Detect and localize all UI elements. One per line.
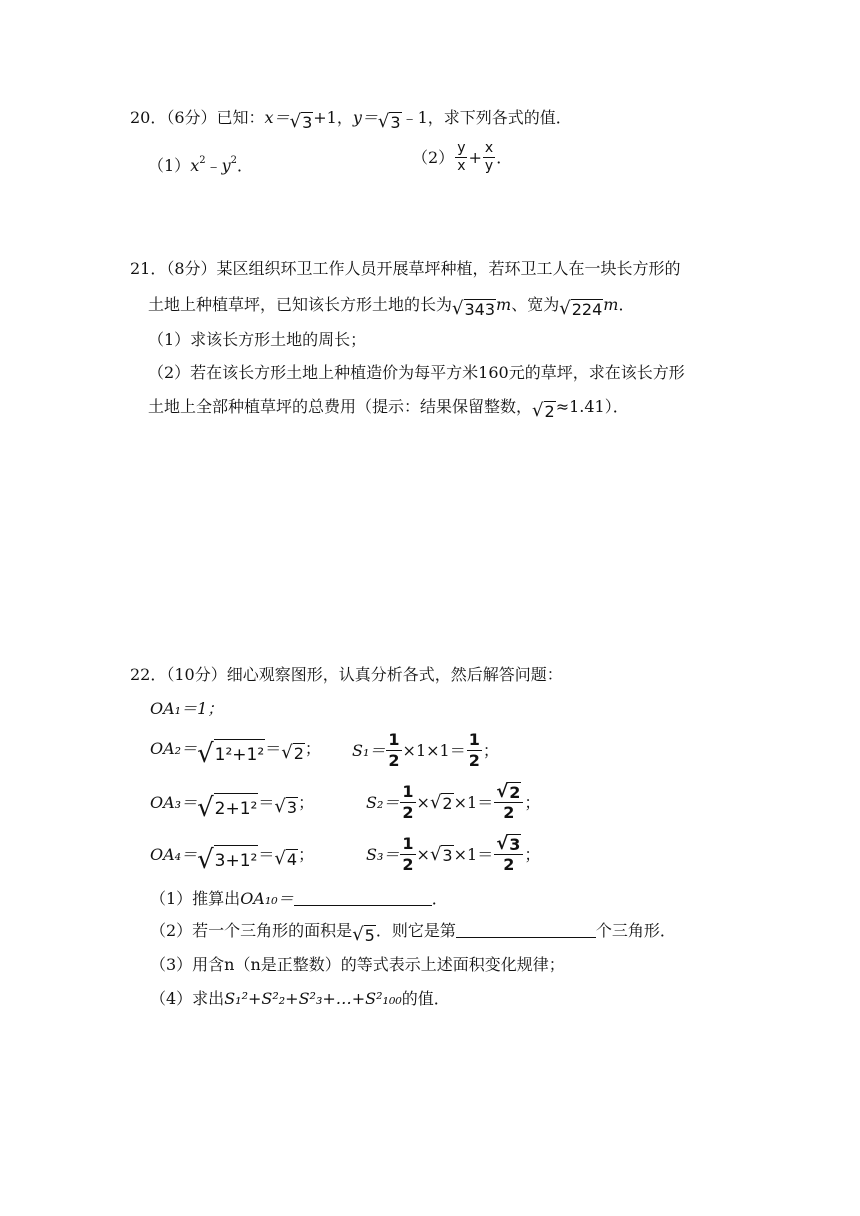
q22-part2-end: 个三角形． <box>595 921 676 940</box>
q22-s2-mid: ×1＝ <box>453 792 494 812</box>
q21-line2 <box>148 294 634 319</box>
q22-head: 22．（10分）细心观察图形，认真分析各式，然后解答问题： <box>130 665 563 684</box>
q22-oa2-radical: √ 1²+1² <box>197 739 265 769</box>
q20-part2-label: （2） <box>412 147 455 167</box>
q21-line2-mid: 、宽为 <box>511 295 560 314</box>
q22-s2 <box>366 782 540 823</box>
q22-oa4-end: ； <box>298 845 315 864</box>
q20-line1 <box>130 107 572 132</box>
q21-line5 <box>148 396 629 421</box>
q20-y-lhs: y＝ <box>352 108 378 127</box>
q22-s3-frac: $\frac{1}{2}$ <box>402 834 414 874</box>
q22-s3-radical: √ 3 <box>429 843 453 865</box>
q22-s1-mid: ×1×1＝ <box>402 740 466 760</box>
q22-oa3-end: ； <box>298 793 315 812</box>
q22-part4-end: 的值． <box>401 989 450 1008</box>
q20-y-rest: ﹣1，求下列各式的值． <box>401 108 572 127</box>
q20-part2-frac2: $\frac{x}{y}$ <box>484 140 494 174</box>
q22-s1-frac: $\frac{1}{2}$ <box>388 730 400 770</box>
q22-oa3-radical: √ 2+1² <box>197 793 258 823</box>
q22-oa3-eq: ＝ <box>258 793 275 812</box>
q20-x-radical: √ 3 <box>289 111 313 132</box>
q20-part2-frac1: $\frac{y}{x}$ <box>457 140 466 174</box>
q22-s3 <box>366 834 540 875</box>
q21-sqrt2-radical: √ 2 <box>532 400 555 421</box>
q21-length-radical: √ 343 <box>452 298 496 319</box>
q22-part2 <box>150 920 676 945</box>
q22-s1-result: $\frac{1}{2}$ <box>468 730 480 770</box>
q20-part1: $(1)x^2﹣y^2$． <box>148 155 254 175</box>
q22-oa2-lhs: OA₂＝ <box>150 739 198 758</box>
q22-s1-end: ； <box>482 740 499 760</box>
q20-part1-y: y <box>221 156 231 175</box>
q21-unit2: m <box>603 295 619 314</box>
q21-width-radical: √ 224 <box>559 298 603 319</box>
q22-s3-times: × <box>416 844 430 864</box>
q22-part1-oa10: OA₁₀＝ <box>240 889 294 908</box>
q22-s1-lhs: S₁＝ <box>352 740 386 760</box>
q20-head: 20．（6分）已知： <box>130 108 265 127</box>
q20-x-lhs: x＝ <box>264 108 290 127</box>
q22-part4 <box>150 988 450 1010</box>
q22-part1-text: （1）推算出 <box>150 889 241 908</box>
q20-part2-end: ． <box>496 147 513 167</box>
q22-part4-expr: S₁²+S²₂+S²₃+…+S²₁₀₀ <box>224 989 402 1008</box>
q22-s2-radical: √ 2 <box>429 791 453 813</box>
q20-part2 <box>412 140 512 175</box>
q21-line2-end: ． <box>618 295 635 314</box>
q20-part1-x: x <box>190 156 200 175</box>
q22-s2-frac: $\frac{1}{2}$ <box>402 782 414 822</box>
q20-part1-end: ． <box>237 156 254 175</box>
q22-part2-radical: √ 5 <box>352 924 375 945</box>
q22-s1 <box>352 730 499 771</box>
q22-oa2 <box>150 738 321 769</box>
q22-part3: （3）用含n（n是正整数）的等式表示上述面积变化规律； <box>150 955 565 974</box>
q22-s3-result: √ 3 2 <box>494 834 523 875</box>
q21-line5-end: ≈1.41）． <box>555 397 629 416</box>
q22-oa4-radical: √ 3+1² <box>197 845 258 875</box>
q22-s2-lhs: S₂＝ <box>366 792 400 812</box>
q22-s2-end: ； <box>524 792 541 812</box>
q22-oa3-result: √ 3 <box>274 796 298 817</box>
q22-part2-mid: ．则它是第 <box>375 921 456 940</box>
q21-line1: 21．（8分）某区组织环卫工作人员开展草坪种植，若环卫工人在一块长方形的 <box>130 259 681 278</box>
q22-oa3 <box>150 792 314 823</box>
q22-oa1: OA₁＝1； <box>150 699 224 718</box>
q21-line2-text: 土地上种植草坪，已知该长方形土地的长为 <box>148 295 453 314</box>
q20-part1-minus: ﹣ <box>205 156 222 175</box>
q22-oa4-result: √ 4 <box>274 848 298 869</box>
q22-oa2-end: ； <box>304 739 321 758</box>
q21-line5-text: 土地上全部种植草坪的总费用（提示：结果保留整数， <box>148 397 533 416</box>
q22-oa4-lhs: OA₄＝ <box>150 845 198 864</box>
q20-x-rest: +1， <box>313 108 353 127</box>
q22-s3-lhs: S₃＝ <box>366 844 400 864</box>
q22-part2-text: （2）若一个三角形的面积是 <box>150 921 353 940</box>
q21-unit1: m <box>496 295 512 314</box>
q21-part1: （1）求该长方形土地的周长； <box>148 330 367 349</box>
q22-part1-end: ． <box>431 889 448 908</box>
q22-part2-blank[interactable] <box>456 937 596 938</box>
q22-s3-end: ； <box>524 844 541 864</box>
q22-oa3-lhs: OA₃＝ <box>150 793 198 812</box>
q22-part1-blank[interactable] <box>294 905 432 906</box>
q20-part2-plus: + <box>468 147 482 167</box>
q22-part1 <box>150 888 448 910</box>
q22-s2-times: × <box>416 792 430 812</box>
q22-oa4 <box>150 844 314 875</box>
q22-s2-result: √ 2 2 <box>494 782 523 823</box>
q22-oa2-eq: ＝ <box>265 739 282 758</box>
q22-s3-mid: ×1＝ <box>453 844 494 864</box>
q20-y-radical: √ 3 <box>377 111 401 132</box>
q20-part1-label: （1） <box>148 156 191 175</box>
q22-oa2-result: √ 2 <box>281 742 304 763</box>
q22-oa4-eq: ＝ <box>258 845 275 864</box>
q22-part4-text: （4）求出 <box>150 989 225 1008</box>
q21-part2: （2）若在该长方形土地上种植造价为每平方米160元的草坪，求在该长方形 <box>148 363 685 382</box>
